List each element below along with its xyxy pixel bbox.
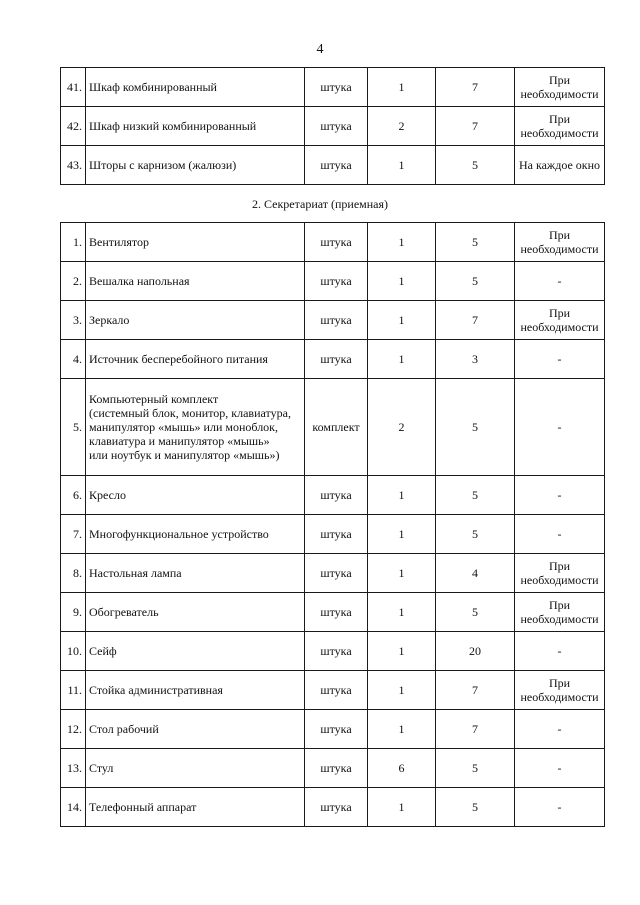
table-row: [61, 593, 605, 632]
item-name: Стол рабочий: [86, 710, 305, 749]
item-quantity: 1: [368, 710, 436, 749]
table-row: [61, 68, 605, 107]
item-years: 5: [436, 379, 515, 476]
table-row: [61, 340, 605, 379]
table-secretariat: [60, 222, 605, 827]
section-title: 2. Секретариат (приемная): [251, 197, 389, 211]
item-quantity: 1: [368, 788, 436, 827]
item-years: 7: [436, 301, 515, 340]
item-name: Стул: [86, 749, 305, 788]
item-quantity: 1: [368, 632, 436, 671]
row-number: 11.: [61, 671, 86, 710]
item-quantity: 6: [368, 749, 436, 788]
item-note: -: [515, 788, 605, 827]
item-name: Вентилятор: [86, 223, 305, 262]
item-quantity: 2: [368, 107, 436, 146]
row-number: 7.: [61, 515, 86, 554]
item-years: 5: [436, 749, 515, 788]
item-quantity: 1: [368, 476, 436, 515]
item-note: При необходимости: [515, 593, 605, 632]
item-quantity: 1: [368, 340, 436, 379]
table-row: [61, 554, 605, 593]
table-row: [61, 632, 605, 671]
item-name: Телефонный аппарат: [86, 788, 305, 827]
item-quantity: 2: [368, 379, 436, 476]
table-row: [61, 107, 605, 146]
item-note: -: [515, 515, 605, 554]
row-number: 1.: [61, 223, 86, 262]
row-number: 43.: [61, 146, 86, 185]
item-unit: штука: [305, 262, 368, 301]
item-unit: штука: [305, 68, 368, 107]
item-years: 20: [436, 632, 515, 671]
item-unit: штука: [305, 223, 368, 262]
item-note: -: [515, 749, 605, 788]
item-quantity: 1: [368, 223, 436, 262]
row-number: 13.: [61, 749, 86, 788]
table-row: [61, 515, 605, 554]
item-unit: комплект: [305, 379, 368, 476]
item-note: При необходимости: [515, 107, 605, 146]
item-years: 5: [436, 593, 515, 632]
item-note: При необходимости: [515, 68, 605, 107]
item-note: При необходимости: [515, 223, 605, 262]
item-quantity: 1: [368, 671, 436, 710]
item-years: 4: [436, 554, 515, 593]
item-unit: штука: [305, 788, 368, 827]
table-row: [61, 146, 605, 185]
table-row: [61, 476, 605, 515]
item-years: 5: [436, 476, 515, 515]
item-quantity: 1: [368, 554, 436, 593]
row-number: 14.: [61, 788, 86, 827]
item-years: 7: [436, 671, 515, 710]
item-name: Сейф: [86, 632, 305, 671]
item-name: Обогреватель: [86, 593, 305, 632]
item-name: Шкаф низкий комбинированный: [86, 107, 305, 146]
row-number: 41.: [61, 68, 86, 107]
item-quantity: 1: [368, 68, 436, 107]
table-row: [61, 301, 605, 340]
table-continuation: [60, 67, 605, 185]
item-note: -: [515, 632, 605, 671]
item-quantity: 1: [368, 593, 436, 632]
item-years: 5: [436, 515, 515, 554]
table-row: [61, 671, 605, 710]
item-unit: штука: [305, 632, 368, 671]
table-row: [61, 788, 605, 827]
item-years: 7: [436, 710, 515, 749]
row-number: 2.: [61, 262, 86, 301]
item-name: Многофункциональное устройство: [86, 515, 305, 554]
item-quantity: 1: [368, 515, 436, 554]
item-quantity: 1: [368, 146, 436, 185]
item-name: Настольная лампа: [86, 554, 305, 593]
item-note: -: [515, 710, 605, 749]
item-unit: штука: [305, 107, 368, 146]
item-unit: штука: [305, 749, 368, 788]
item-note: -: [515, 476, 605, 515]
item-note: При необходимости: [515, 554, 605, 593]
item-name: Шкаф комбинированный: [86, 68, 305, 107]
row-number: 42.: [61, 107, 86, 146]
item-note: -: [515, 379, 605, 476]
item-unit: штука: [305, 593, 368, 632]
row-number: 12.: [61, 710, 86, 749]
item-years: 7: [436, 68, 515, 107]
item-unit: штука: [305, 340, 368, 379]
item-name: Источник бесперебойного питания: [86, 340, 305, 379]
item-note: -: [515, 262, 605, 301]
item-note: На каждое окно: [515, 146, 605, 185]
row-number: 9.: [61, 593, 86, 632]
row-number: 6.: [61, 476, 86, 515]
item-quantity: 1: [368, 301, 436, 340]
table-row: [61, 749, 605, 788]
page-number: 4: [316, 42, 324, 57]
row-number: 5.: [61, 379, 86, 476]
item-unit: штука: [305, 554, 368, 593]
item-years: 7: [436, 107, 515, 146]
item-name: Компьютерный комплект (системный блок, монитор, клавиатура, манипулятор «мышь» или моноблок, клавиатура и манипулятор «мышь» или ноутбук и манипулятор «мышь»): [86, 379, 305, 476]
item-years: 3: [436, 340, 515, 379]
item-unit: штука: [305, 515, 368, 554]
item-unit: штука: [305, 146, 368, 185]
item-unit: штука: [305, 671, 368, 710]
item-unit: штука: [305, 476, 368, 515]
item-years: 5: [436, 262, 515, 301]
table-row: [61, 710, 605, 749]
item-name: Шторы с карнизом (жалюзи): [86, 146, 305, 185]
item-name: Зеркало: [86, 301, 305, 340]
item-name: Вешалка напольная: [86, 262, 305, 301]
item-quantity: 1: [368, 262, 436, 301]
item-unit: штука: [305, 710, 368, 749]
item-years: 5: [436, 788, 515, 827]
item-name: Кресло: [86, 476, 305, 515]
item-years: 5: [436, 146, 515, 185]
item-note: -: [515, 340, 605, 379]
item-unit: штука: [305, 301, 368, 340]
table-row: [61, 379, 605, 476]
row-number: 10.: [61, 632, 86, 671]
table-row: [61, 262, 605, 301]
item-years: 5: [436, 223, 515, 262]
item-note: При необходимости: [515, 671, 605, 710]
table-row: [61, 223, 605, 262]
row-number: 4.: [61, 340, 86, 379]
item-name: Стойка административная: [86, 671, 305, 710]
item-note: При необходимости: [515, 301, 605, 340]
row-number: 3.: [61, 301, 86, 340]
row-number: 8.: [61, 554, 86, 593]
